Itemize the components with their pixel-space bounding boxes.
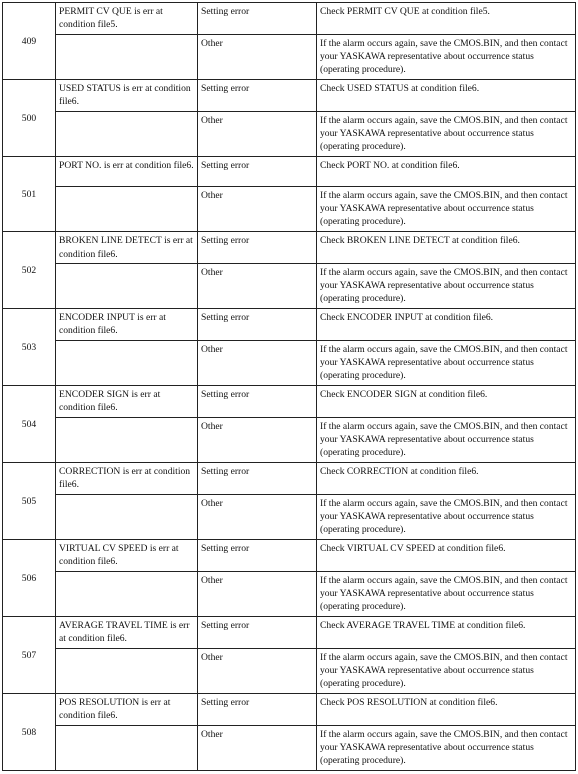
alarm-row-other bbox=[3, 340, 576, 385]
alarm-name: ENCODER INPUT is err at condition file6. bbox=[56, 309, 198, 341]
sub-code-setting-error: Setting error bbox=[198, 309, 317, 341]
sub-code-setting-error: Setting error bbox=[198, 386, 317, 418]
alarm-name: PORT NO. is err at condition file6. bbox=[56, 156, 198, 186]
sub-code-other: Other bbox=[198, 725, 317, 770]
alarm-measure: Check PERMIT CV QUE at condition file5. bbox=[317, 3, 576, 35]
alarm-name: USED STATUS is err at condition file6. bbox=[56, 79, 198, 111]
sub-code-other: Other bbox=[198, 571, 317, 616]
alarm-name-blank bbox=[56, 494, 198, 539]
sub-code-setting-error: Setting error bbox=[198, 3, 317, 35]
other-measure: If the alarm occurs again, save the CMOS.BIN, and then contact your YASKAWA representative about occurrence status (operating procedure). bbox=[317, 34, 576, 79]
sub-code-setting-error: Setting error bbox=[198, 79, 317, 111]
alarm-measure: Check CORRECTION at condition file6. bbox=[317, 463, 576, 495]
sub-code-setting-error: Setting error bbox=[198, 463, 317, 495]
sub-code-setting-error: Setting error bbox=[198, 156, 317, 186]
sub-code-setting-error: Setting error bbox=[198, 232, 317, 264]
other-measure: If the alarm occurs again, save the CMOS.BIN, and then contact your YASKAWA representative about occurrence status (operating procedure). bbox=[317, 571, 576, 616]
alarm-name: CORRECTION is err at condition file6. bbox=[56, 463, 198, 495]
alarm-name-blank bbox=[56, 725, 198, 770]
other-measure: If the alarm occurs again, save the CMOS.BIN, and then contact your YASKAWA representative about occurrence status (operating procedure). bbox=[317, 263, 576, 308]
alarm-row-other bbox=[3, 111, 576, 156]
alarm-row-other bbox=[3, 417, 576, 462]
alarm-name-blank bbox=[56, 111, 198, 156]
other-measure: If the alarm occurs again, save the CMOS.BIN, and then contact your YASKAWA representative about occurrence status (operating procedure). bbox=[317, 725, 576, 770]
alarm-name-blank bbox=[56, 417, 198, 462]
alarm-name: PERMIT CV QUE is err at condition file5. bbox=[56, 3, 198, 35]
alarm-code: 503 bbox=[3, 309, 56, 386]
other-measure: If the alarm occurs again, save the CMOS.BIN, and then contact your YASKAWA representative about occurrence status (operating procedure). bbox=[317, 494, 576, 539]
other-measure: If the alarm occurs again, save the CMOS.BIN, and then contact your YASKAWA representative about occurrence status (operating procedure). bbox=[317, 340, 576, 385]
sub-code-other: Other bbox=[198, 111, 317, 156]
alarm-name: VIRTUAL CV SPEED is err at condition file6. bbox=[56, 540, 198, 572]
alarm-name-blank bbox=[56, 648, 198, 693]
alarm-measure: Check PORT NO. at condition file6. bbox=[317, 156, 576, 186]
alarm-name-blank bbox=[56, 187, 198, 232]
sub-code-other: Other bbox=[198, 187, 317, 232]
alarm-name: BROKEN LINE DETECT is err at condition file6. bbox=[56, 232, 198, 264]
alarm-code: 508 bbox=[3, 693, 56, 770]
alarm-row-other bbox=[3, 648, 576, 693]
alarm-measure: Check BROKEN LINE DETECT at condition file6. bbox=[317, 232, 576, 264]
alarm-row bbox=[3, 3, 576, 35]
alarm-row-other bbox=[3, 725, 576, 770]
alarm-code: 500 bbox=[3, 79, 56, 156]
other-measure: If the alarm occurs again, save the CMOS.BIN, and then contact your YASKAWA representative about occurrence status (operating procedure). bbox=[317, 187, 576, 232]
alarm-row-other bbox=[3, 494, 576, 539]
alarm-name-blank bbox=[56, 34, 198, 79]
sub-code-other: Other bbox=[198, 494, 317, 539]
sub-code-other: Other bbox=[198, 648, 317, 693]
alarm-row bbox=[3, 232, 576, 264]
sub-code-other: Other bbox=[198, 417, 317, 462]
sub-code-other: Other bbox=[198, 340, 317, 385]
other-measure: If the alarm occurs again, save the CMOS.BIN, and then contact your YASKAWA representative about occurrence status (operating procedure). bbox=[317, 417, 576, 462]
sub-code-other: Other bbox=[198, 34, 317, 79]
alarm-table-body bbox=[3, 3, 576, 771]
alarm-measure: Check ENCODER INPUT at condition file6. bbox=[317, 309, 576, 341]
alarm-measure: Check USED STATUS at condition file6. bbox=[317, 79, 576, 111]
alarm-measure: Check POS RESOLUTION at condition file6. bbox=[317, 693, 576, 725]
other-measure: If the alarm occurs again, save the CMOS.BIN, and then contact your YASKAWA representative about occurrence status (operating procedure). bbox=[317, 648, 576, 693]
alarm-row bbox=[3, 79, 576, 111]
alarm-measure: Check VIRTUAL CV SPEED at condition file6. bbox=[317, 540, 576, 572]
alarm-row bbox=[3, 386, 576, 418]
sub-code-other: Other bbox=[198, 263, 317, 308]
alarm-code: 502 bbox=[3, 232, 56, 309]
alarm-row bbox=[3, 540, 576, 572]
alarm-name: AVERAGE TRAVEL TIME is err at condition file6. bbox=[56, 617, 198, 649]
sub-code-setting-error: Setting error bbox=[198, 617, 317, 649]
alarm-code: 506 bbox=[3, 540, 56, 617]
alarm-row bbox=[3, 309, 576, 341]
alarm-name-blank bbox=[56, 571, 198, 616]
alarm-code: 507 bbox=[3, 617, 56, 694]
alarm-name-blank bbox=[56, 263, 198, 308]
alarm-row bbox=[3, 463, 576, 495]
alarm-code: 505 bbox=[3, 463, 56, 540]
alarm-row bbox=[3, 156, 576, 186]
alarm-row-other bbox=[3, 187, 576, 232]
alarm-row bbox=[3, 617, 576, 649]
sub-code-setting-error: Setting error bbox=[198, 540, 317, 572]
alarm-code: 504 bbox=[3, 386, 56, 463]
sub-code-setting-error: Setting error bbox=[198, 693, 317, 725]
alarm-name: POS RESOLUTION is err at condition file6. bbox=[56, 693, 198, 725]
alarm-code: 409 bbox=[3, 3, 56, 80]
alarm-row-other bbox=[3, 34, 576, 79]
alarm-row bbox=[3, 693, 576, 725]
alarm-code: 501 bbox=[3, 156, 56, 231]
alarm-measure: Check ENCODER SIGN at condition file6. bbox=[317, 386, 576, 418]
alarm-row-other bbox=[3, 571, 576, 616]
alarm-row-other bbox=[3, 263, 576, 308]
alarm-table bbox=[2, 2, 576, 771]
alarm-name-blank bbox=[56, 340, 198, 385]
alarm-name: ENCODER SIGN is err at condition file6. bbox=[56, 386, 198, 418]
other-measure: If the alarm occurs again, save the CMOS.BIN, and then contact your YASKAWA representative about occurrence status (operating procedure). bbox=[317, 111, 576, 156]
alarm-measure: Check AVERAGE TRAVEL TIME at condition file6. bbox=[317, 617, 576, 649]
